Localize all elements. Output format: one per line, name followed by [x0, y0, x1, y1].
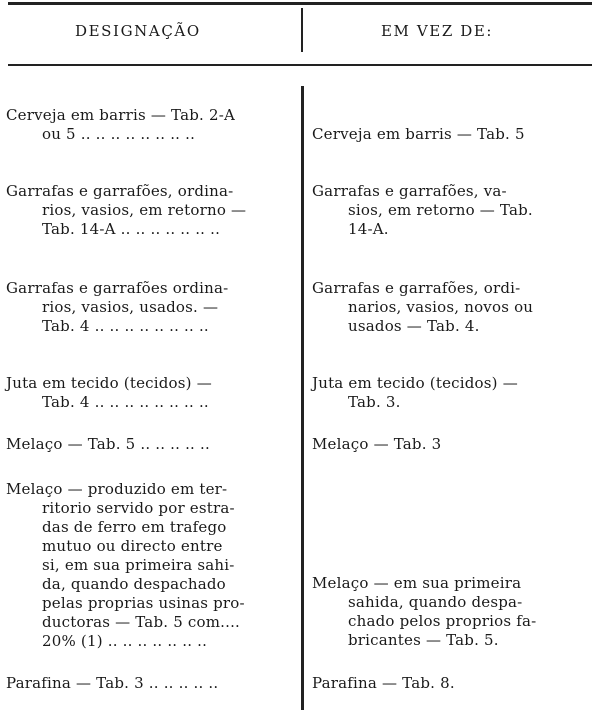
row-4-em-vez-de: [312, 374, 594, 412]
row-2-em-vez-de-line: sios, em retorno — Tab.: [348, 201, 533, 219]
row-3-designacao-line: rios, vasios, usados. —: [42, 298, 219, 316]
row-6-designacao-line: Melaço — produzido em ter-: [6, 480, 228, 498]
header-designacao: DESIGNAÇÃO: [75, 22, 201, 40]
row-1-designacao-line: ou 5 .. .. .. .. .. .. .. ..: [42, 125, 196, 143]
row-2-em-vez-de: [312, 182, 594, 239]
row-6-em-vez-de-line: Melaço — em sua primeira: [312, 574, 522, 592]
row-2-em-vez-de-line: 14-A.: [348, 220, 389, 238]
row-3-designacao-line: Garrafas e garrafões ordina-: [6, 279, 229, 297]
header-rule: [8, 64, 592, 66]
row-3-em-vez-de-line: Garrafas e garrafões, ordi-: [312, 279, 521, 297]
row-6-em-vez-de: [312, 574, 594, 650]
row-1-designacao-line: Cerveja em barris — Tab. 2-A: [6, 106, 235, 124]
row-3-em-vez-de-line: usados — Tab. 4.: [348, 317, 480, 335]
row-4-designacao-line: Tab. 4 .. .. .. .. .. .. .. ..: [42, 393, 209, 411]
row-4-designacao: [6, 374, 294, 412]
top-rule: [8, 2, 592, 5]
row-2-designacao-line: Tab. 14-A .. .. .. .. .. .. ..: [42, 220, 221, 238]
row-4-em-vez-de-line: Juta em tecido (tecidos) —: [312, 374, 518, 392]
row-6-em-vez-de-line: sahida, quando despa-: [348, 593, 523, 611]
row-6-designacao-line: das de ferro em trafego: [42, 518, 227, 536]
row-1-em-vez-de: [312, 125, 594, 144]
row-6-designacao-line: pelas proprias usinas pro-: [42, 594, 245, 612]
header-em-vez-de: EM VEZ DE:: [381, 22, 494, 40]
row-6-designacao: [6, 480, 294, 651]
row-3-designacao: [6, 279, 294, 336]
row-3-em-vez-de-line: narios, vasios, novos ou: [348, 298, 534, 316]
row-6-designacao-line: si, em sua primeira sahi-: [42, 556, 235, 574]
row-1-em-vez-de-line: Cerveja em barris — Tab. 5: [312, 125, 525, 143]
row-6-designacao-line: da, quando despachado: [42, 575, 226, 593]
row-2-designacao-line: Garrafas e garrafões, ordina-: [6, 182, 234, 200]
row-7-designacao: [6, 674, 294, 693]
row-6-em-vez-de-line: bricantes — Tab. 5.: [348, 631, 499, 649]
row-2-designacao-line: rios, vasios, em retorno —: [42, 201, 247, 219]
row-2-designacao: [6, 182, 294, 239]
row-6-em-vez-de-line: chado pelos proprios fa-: [348, 612, 537, 630]
row-7-em-vez-de-line: Parafina — Tab. 8.: [312, 674, 455, 692]
row-5-em-vez-de-line: Melaço — Tab. 3: [312, 435, 442, 453]
row-6-designacao-line: ductoras — Tab. 5 com....: [42, 613, 241, 631]
row-3-designacao-line: Tab. 4 .. .. .. .. .. .. .. ..: [42, 317, 209, 335]
row-7-designacao-line: Parafina — Tab. 3 .. .. .. .. ..: [6, 674, 219, 692]
row-2-em-vez-de-line: Garrafas e garrafões, va-: [312, 182, 507, 200]
row-5-designacao: [6, 435, 294, 454]
row-6-designacao-line: ritorio servido por estra-: [42, 499, 235, 517]
row-7-em-vez-de: [312, 674, 594, 693]
row-5-designacao-line: Melaço — Tab. 5 .. .. .. .. ..: [6, 435, 210, 453]
row-6-designacao-line: 20% (1) .. .. .. .. .. .. ..: [42, 632, 208, 650]
header-column-divider: [301, 8, 303, 52]
row-3-em-vez-de: [312, 279, 594, 336]
row-1-designacao: [6, 106, 294, 144]
row-4-designacao-line: Juta em tecido (tecidos) —: [6, 374, 212, 392]
row-4-em-vez-de-line: Tab. 3.: [348, 393, 401, 411]
row-6-designacao-line: mutuo ou directo entre: [42, 537, 223, 555]
body-column-divider: [301, 86, 304, 710]
row-5-em-vez-de: [312, 435, 594, 454]
